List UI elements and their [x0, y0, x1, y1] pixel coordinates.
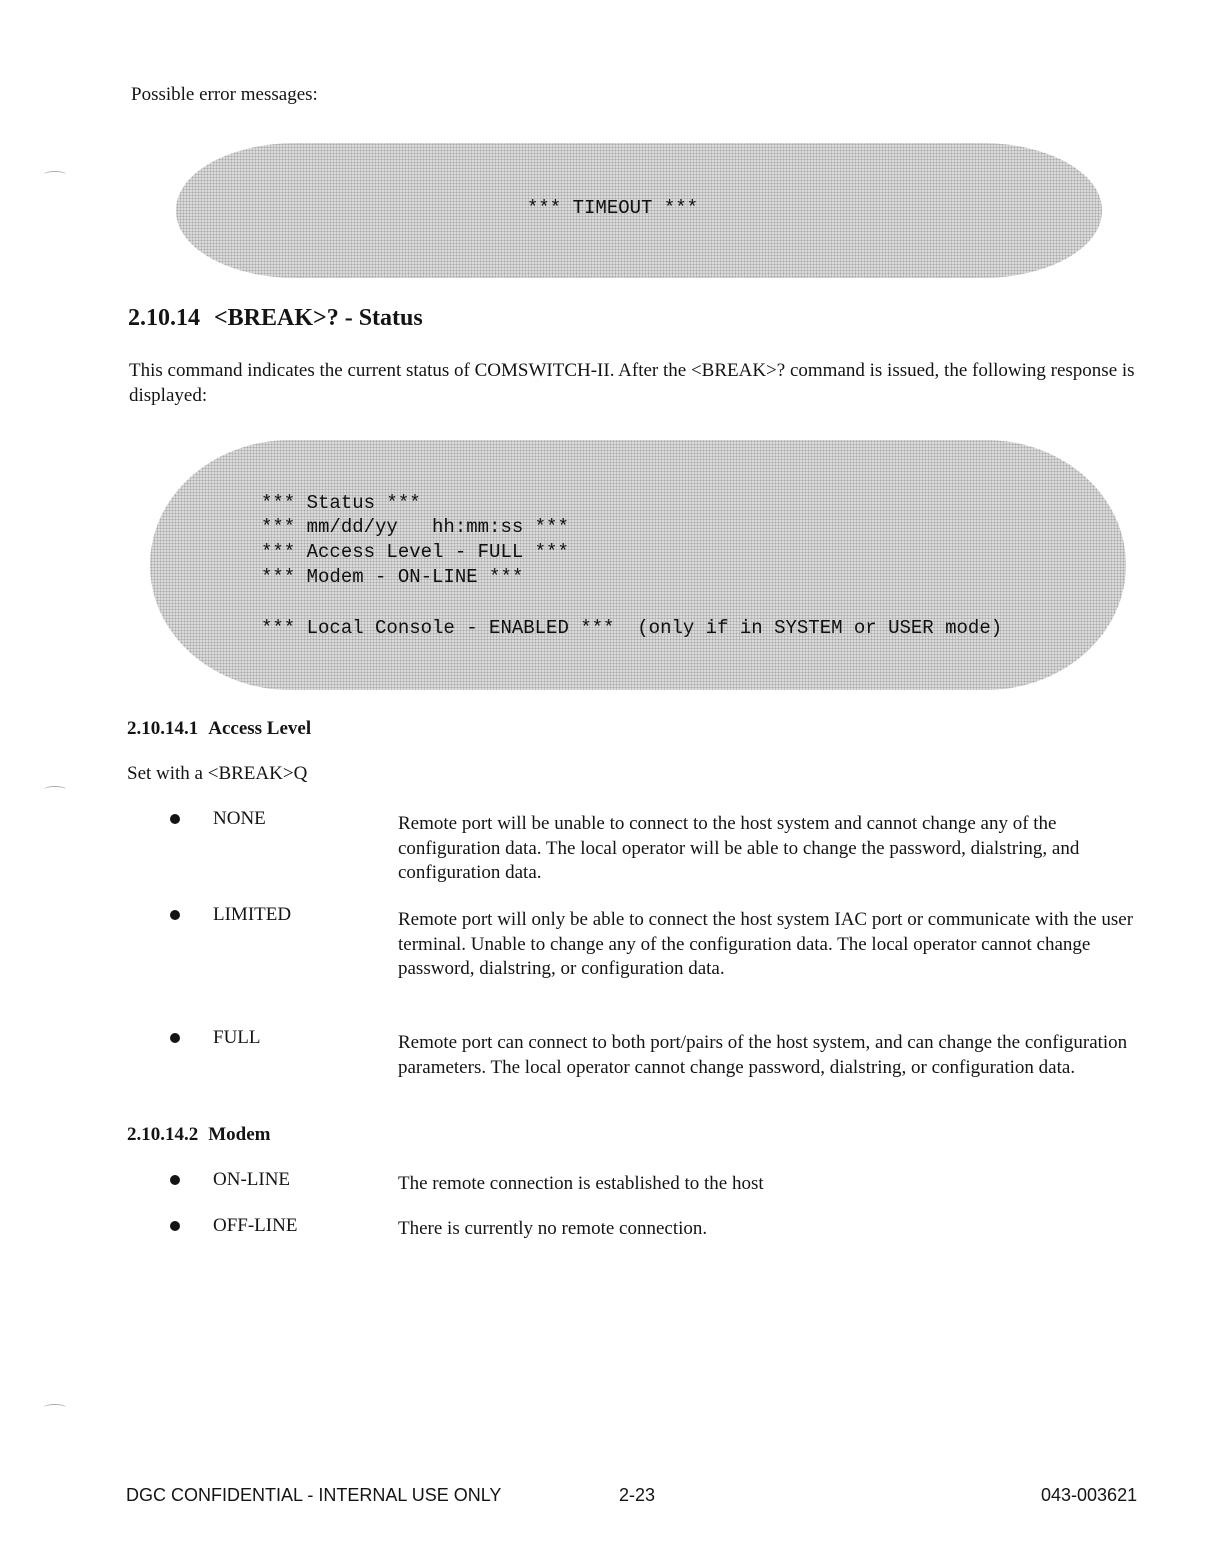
margin-mark [44, 1404, 66, 1411]
intro-text: Possible error messages: [131, 84, 318, 105]
access-level-intro: Set with a <BREAK>Q [127, 763, 308, 784]
list-item-term: OFF-LINE [213, 1215, 298, 1236]
margin-mark [44, 786, 66, 793]
modem-number: 2.10.14.2 [127, 1124, 199, 1145]
bullet-icon [170, 814, 180, 824]
list-item-desc: Remote port will be unable to connect to the host system and cannot change any of the configuration data. The local operator will be able to change the password, dialstring, and configuration data. [398, 813, 1080, 883]
access-level-number: 2.10.14.1 [127, 718, 199, 739]
status-line: *** Modem - ON-LINE *** [261, 566, 524, 588]
section-body: This command indicates the current status of COMSWITCH-II. After the <BREAK>? command is issued, the following response is displayed: [129, 360, 1135, 406]
status-line: *** mm/dd/yy hh:mm:ss *** [261, 516, 569, 538]
section-title: <BREAK>? - Status [214, 305, 423, 331]
status-screen-box [150, 440, 1126, 690]
access-level-heading [127, 718, 311, 740]
list-item-desc: The remote connection is established to the host [398, 1173, 764, 1194]
list-item-desc: There is currently no remote connection. [398, 1218, 708, 1239]
list-item-term: NONE [213, 808, 266, 829]
status-line: *** Access Level - FULL *** [261, 541, 569, 563]
list-item-term: ON-LINE [213, 1169, 291, 1190]
list-item-term: FULL [213, 1027, 261, 1048]
bullet-icon [170, 1033, 180, 1043]
section-number: 2.10.14 [128, 305, 200, 331]
footer-page-number: 2-23 [619, 1485, 656, 1505]
bullet-icon [170, 1221, 180, 1231]
list-item-term: LIMITED [213, 904, 292, 925]
margin-mark [44, 171, 66, 178]
footer-confidential: DGC CONFIDENTIAL - INTERNAL USE ONLY [126, 1485, 502, 1505]
list-item-desc: Remote port will only be able to connect the host system IAC port or communicate with the user terminal. Unable to change any of the configuration data. The local operator cannot change password, dialstring, or configuration data. [398, 909, 1134, 979]
modem-heading [127, 1124, 271, 1146]
status-line: *** Status *** [261, 492, 421, 514]
status-line: *** Local Console - ENABLED *** (only if in SYSTEM or USER mode) [261, 617, 1003, 639]
timeout-message: *** TIMEOUT *** [527, 197, 699, 219]
bullet-icon [170, 910, 180, 920]
list-item-desc: Remote port can connect to both port/pairs of the host system, and can change the configuration parameters. The local operator cannot change password, dialstring, or configuration data. [398, 1032, 1128, 1078]
access-level-title: Access Level [208, 718, 312, 739]
bullet-icon [170, 1175, 180, 1185]
section-heading [128, 305, 423, 332]
footer-doc-number: 043-003621 [1041, 1485, 1138, 1505]
modem-title: Modem [208, 1124, 271, 1145]
